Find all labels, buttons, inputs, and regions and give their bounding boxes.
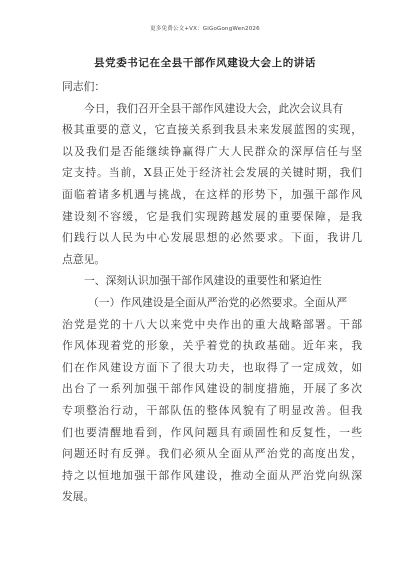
section-heading: 一、深刻认识加强干部作风建设的重要性和紧迫性 bbox=[84, 274, 322, 288]
paragraph-line: 今日，我们召开全县干部作风建设大会，此次会议具有 bbox=[84, 101, 344, 115]
paragraph-line: 治党是党的十八大以来党中央作出的重大战略部署。干部 bbox=[62, 317, 362, 331]
paragraph-line: 出台了一系列加强干部作风建设的制度措施，开展了多次 bbox=[62, 382, 362, 396]
paragraph-line: 作风体现着党的形象，关乎着党的执政基础。近年来，我 bbox=[62, 339, 362, 353]
salutation-line: 同志们： bbox=[62, 80, 106, 93]
paragraph-line: 定支持。当前，X县正处于经济社会发展的关键时期，我们 bbox=[62, 166, 362, 180]
paragraph-line: 极其重要的意义，它直接关系到我县未来发展蓝图的实现， bbox=[62, 123, 362, 137]
paragraph-line: 们践行以人民为中心发展思想的必然要求。下面，我讲几 bbox=[62, 231, 362, 245]
paragraph-line: 发展。 bbox=[62, 490, 95, 504]
header-watermark: 更多免费公文+VX：GiGoGongWen2026 bbox=[150, 26, 260, 32]
paragraph-line: 建设刻不容缓，它是我们实现跨越发展的重要保障，是我 bbox=[62, 209, 362, 223]
page-title: 县党委书记在全县干部作风建设大会上的讲话 bbox=[94, 57, 316, 69]
subsection-heading-line: （一）作风建设是全面从严治党的必然要求。全面从严 bbox=[88, 295, 348, 309]
paragraph-line: 点意见。 bbox=[62, 252, 106, 266]
document-body bbox=[62, 76, 362, 508]
paragraph-line: 们在作风建设方面下了很大功夫，也取得了一定成效，如 bbox=[62, 360, 362, 374]
paragraph-line: 们也要清醒地看到，作风问题具有顽固性和反复性，一些 bbox=[62, 425, 362, 439]
paragraph-line: 专项整治行动，干部队伍的整体风貌有了明显改善。但我 bbox=[62, 403, 362, 417]
paragraph-line: 面临着诸多机遇与挑战，在这样的形势下，加强干部作风 bbox=[62, 187, 362, 201]
paragraph-line: 以及我们是否能继续铮赢得广大人民群众的深厚信任与坚 bbox=[62, 144, 362, 158]
paragraph-line: 持之以恒地加强干部作风建设，推动全面从严治党向纵深 bbox=[62, 468, 362, 482]
paragraph-line: 问题还时有反弹。我们必须从全面从严治党的高度出发， bbox=[62, 447, 362, 461]
